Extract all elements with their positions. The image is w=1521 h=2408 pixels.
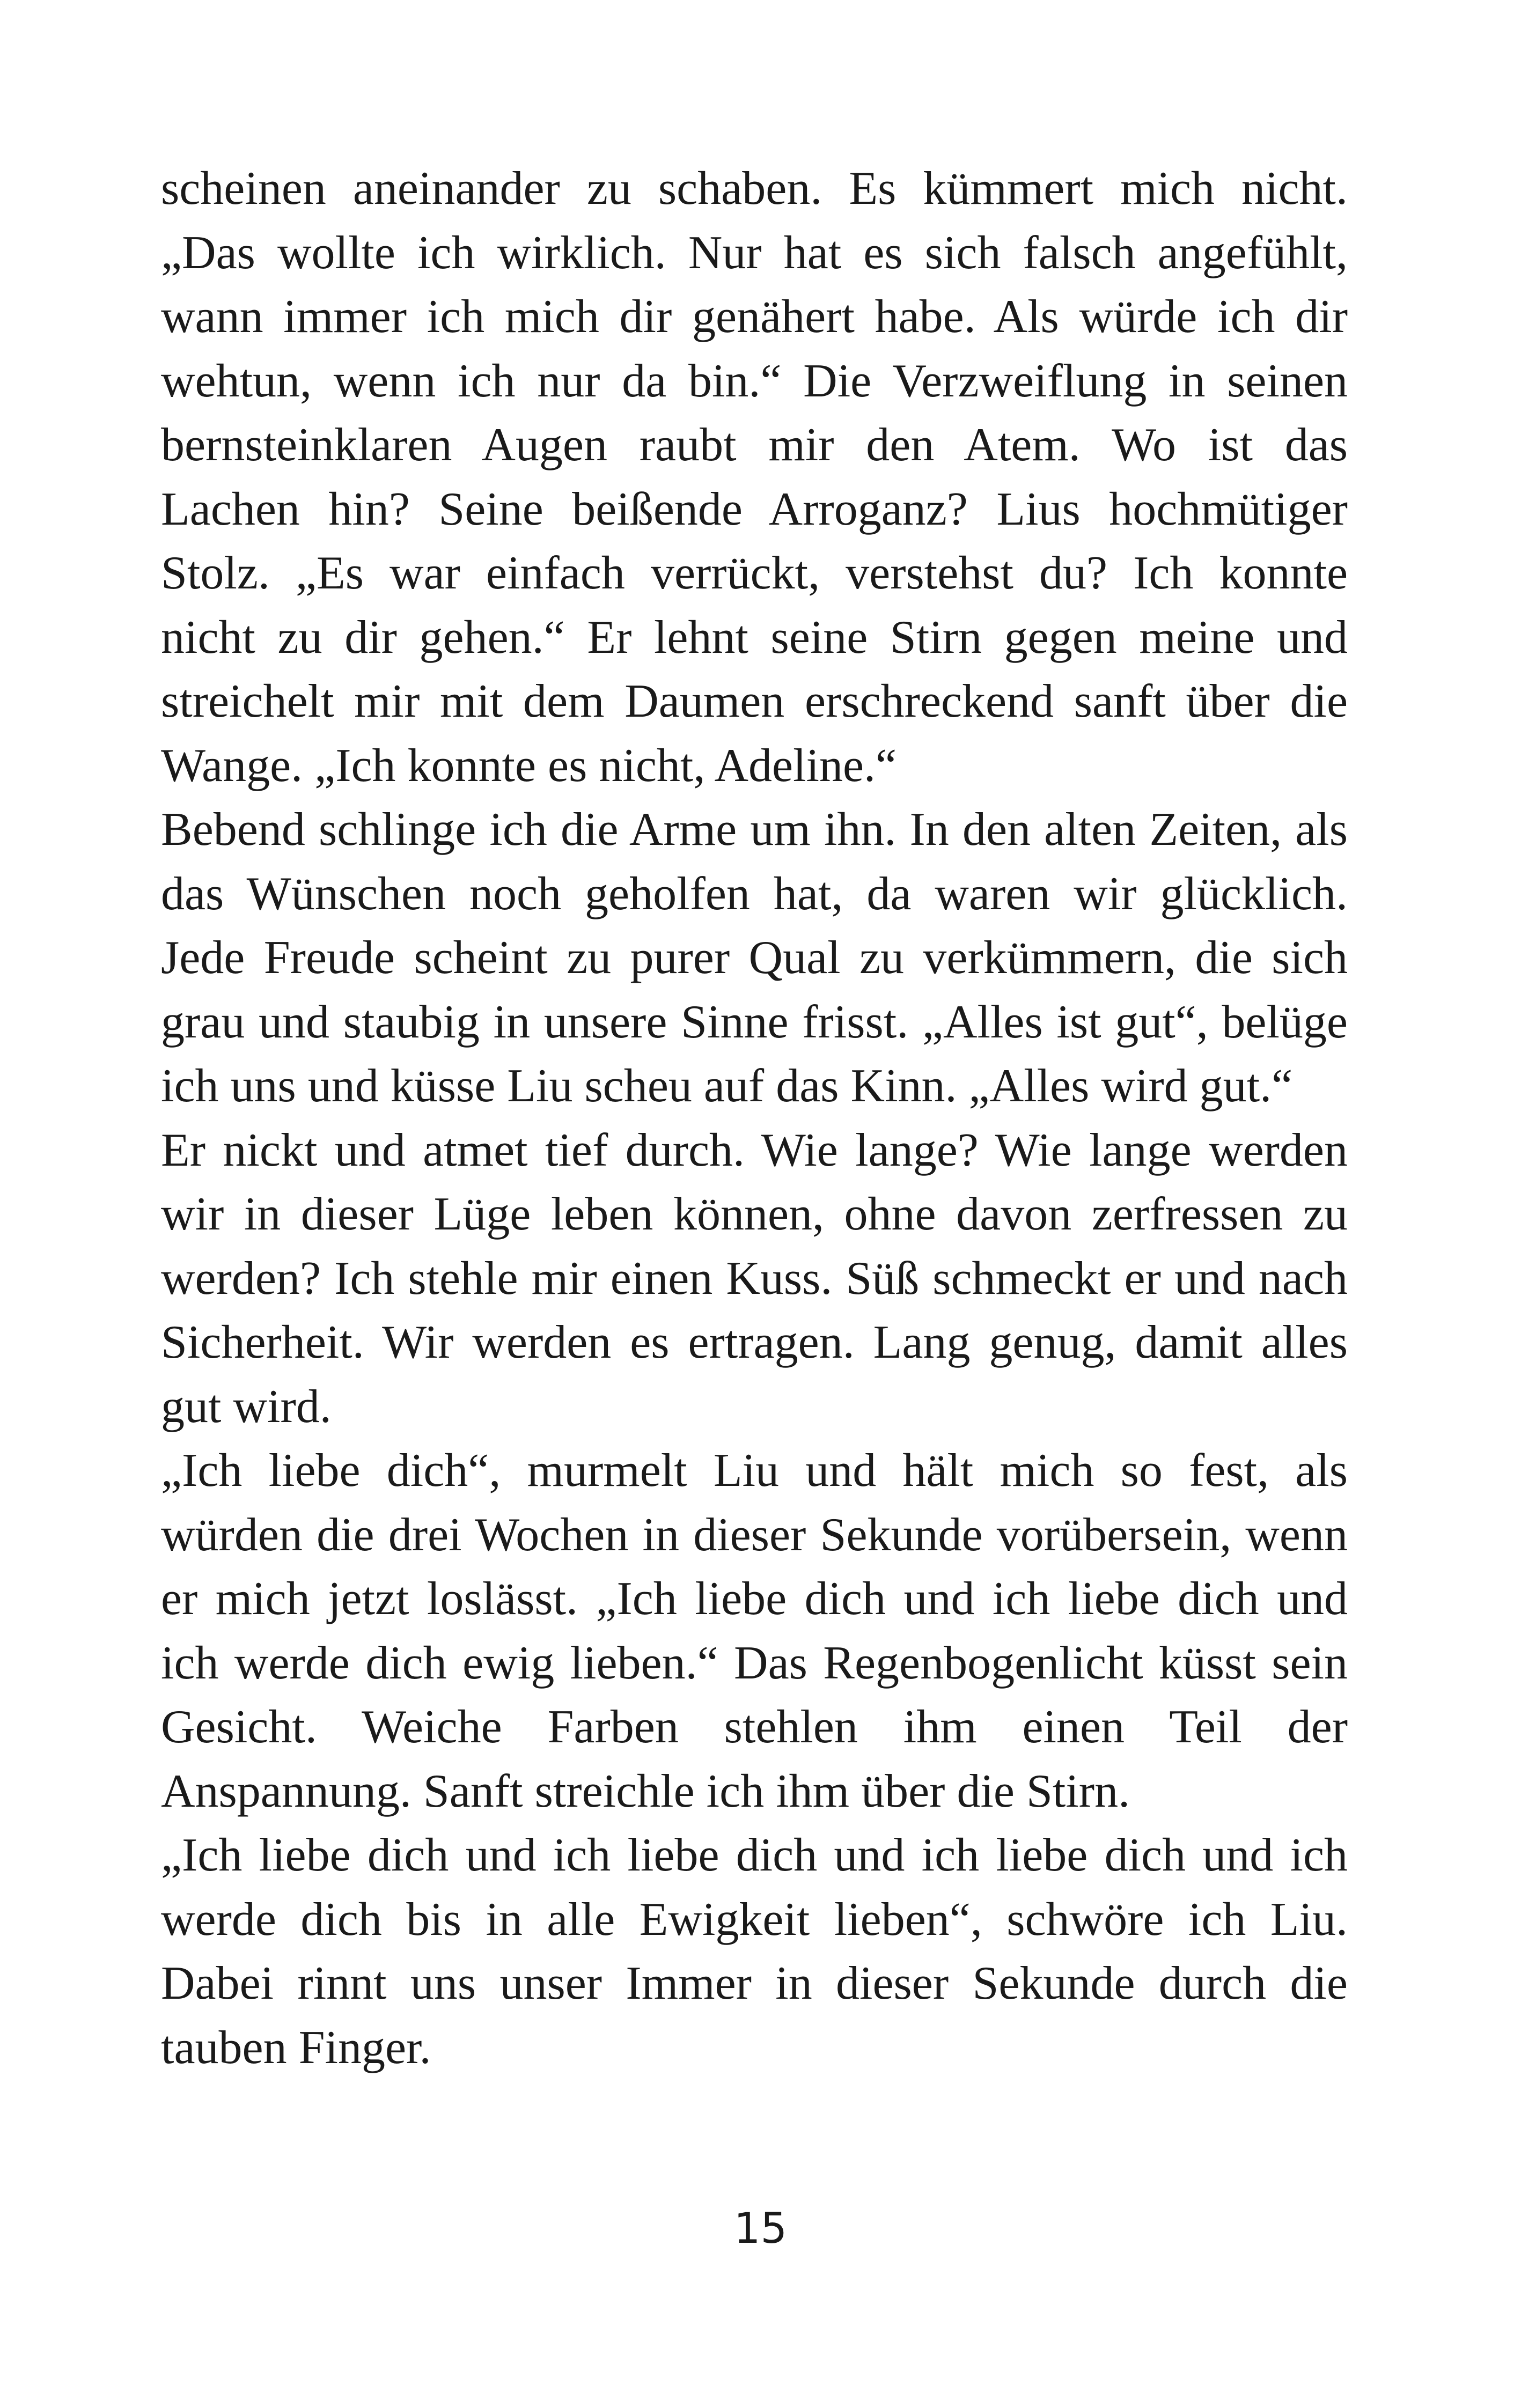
- text-line: „Ich liebe dich“, murmelt Liu und hält mich so fest, als: [161, 1445, 1348, 1497]
- text-line: „Ich liebe dich und ich liebe dich und ich liebe dich und ich: [161, 1829, 1348, 1881]
- text-line: grau und staubig in unsere Sinne frisst. „Alles ist gut“, belüge: [161, 996, 1348, 1048]
- text-line: er mich jetzt loslässt. „Ich liebe dich und ich liebe dich und: [161, 1573, 1348, 1625]
- text-line: Anspannung. Sanft streichle ich ihm über die Stirn.: [161, 1765, 1130, 1817]
- text-line: wir in dieser Lüge leben können, ohne davon zerfressen zu: [161, 1188, 1348, 1240]
- text-line: Sicherheit. Wir werden es ertragen. Lang genug, damit alles: [161, 1316, 1348, 1368]
- text-line: ich werde dich ewig lieben.“ Das Regenbogenlicht küsst sein: [161, 1637, 1348, 1689]
- text-line: wann immer ich mich dir genähert habe. Als würde ich dir: [161, 291, 1348, 343]
- text-line: Er nickt und atmet tief durch. Wie lange? Wie lange werden: [161, 1124, 1348, 1176]
- text-line: werde dich bis in alle Ewigkeit lieben“, schwöre ich Liu.: [161, 1893, 1348, 1946]
- text-line: streichelt mir mit dem Daumen erschreckend sanft über die: [161, 675, 1348, 727]
- text-line: würden die drei Wochen in dieser Sekunde vorübersein, wenn: [161, 1508, 1348, 1561]
- text-line: gut wird.: [161, 1380, 332, 1433]
- text-line: Wange. „Ich konnte es nicht, Adeline.“: [161, 739, 897, 792]
- text-line: das Wünschen noch geholfen hat, da waren wir glücklich.: [161, 867, 1348, 920]
- text-line: „Das wollte ich wirklich. Nur hat es sich falsch angefühlt,: [161, 226, 1348, 279]
- text-line: werden? Ich stehle mir einen Kuss. Süß schmeckt er und nach: [161, 1252, 1348, 1305]
- page-number: 15: [733, 2205, 788, 2253]
- text-line: Stolz. „Es war einfach verrückt, verstehst du? Ich konnte: [161, 547, 1348, 599]
- text-line: Jede Freude scheint zu purer Qual zu verkümmern, die sich: [161, 932, 1348, 984]
- text-line: Dabei rinnt uns unser Immer in dieser Sekunde durch die: [161, 1957, 1348, 2009]
- text-line: wehtun, wenn ich nur da bin.“ Die Verzweiflung in seinen: [161, 355, 1348, 407]
- text-line: nicht zu dir gehen.“ Er lehnt seine Stirn gegen meine und: [161, 611, 1348, 664]
- text-line: Lachen hin? Seine beißende Arroganz? Lius hochmütiger: [161, 483, 1348, 535]
- text-line: bernsteinklaren Augen raubt mir den Atem. Wo ist das: [161, 419, 1348, 471]
- text-line: tauben Finger.: [161, 2021, 431, 2074]
- text-line: ich uns und küsse Liu scheu auf das Kinn. „Alles wird gut.“: [161, 1060, 1293, 1112]
- body-text: [161, 157, 1348, 2080]
- text-line: Gesicht. Weiche Farben stehlen ihm einen Teil der: [161, 1701, 1348, 1753]
- text-line: scheinen aneinander zu schaben. Es kümmert mich nicht.: [161, 163, 1348, 215]
- text-line: Bebend schlinge ich die Arme um ihn. In den alten Zeiten, als: [161, 804, 1348, 856]
